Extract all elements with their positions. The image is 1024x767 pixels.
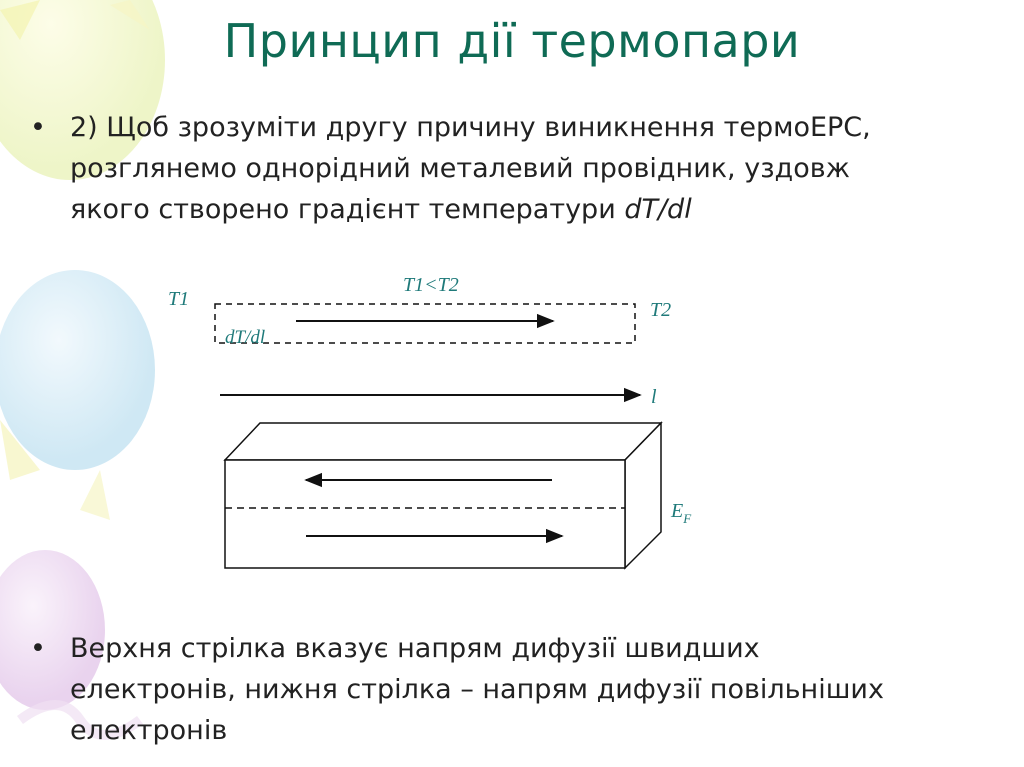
slide-title: Принцип дії термопари bbox=[223, 14, 801, 68]
bullet-text: Верхня стрілка вказує напрям дифузії швидших електронів, нижня стрілка – напрям дифузії повільніших електронів bbox=[70, 633, 884, 746]
bullet-text-emphasis: dT/dl bbox=[624, 194, 692, 225]
label-t1-less-t2: T1<T2 bbox=[403, 274, 459, 296]
bullet-marker: • bbox=[30, 112, 46, 143]
label-length: l bbox=[651, 386, 657, 408]
bullet-item-2 bbox=[30, 628, 930, 751]
label-t2: T2 bbox=[650, 299, 672, 321]
label-gradient: dT/dl bbox=[225, 327, 266, 348]
bullet-marker: • bbox=[30, 633, 46, 664]
label-fermi-sub: F bbox=[683, 511, 692, 526]
label-fermi-main: E bbox=[671, 500, 684, 522]
bullet-text-main: 2) Щоб зрозуміти другу причину виникнення термоЕРС, розглянемо однорідний металевий провідник, уздовж якого створено градієнт температури bbox=[70, 112, 871, 225]
conductor-bar bbox=[225, 423, 661, 568]
label-t1: T1 bbox=[168, 288, 190, 310]
gradient-region-box bbox=[215, 304, 635, 343]
label-fermi-level bbox=[670, 500, 692, 526]
